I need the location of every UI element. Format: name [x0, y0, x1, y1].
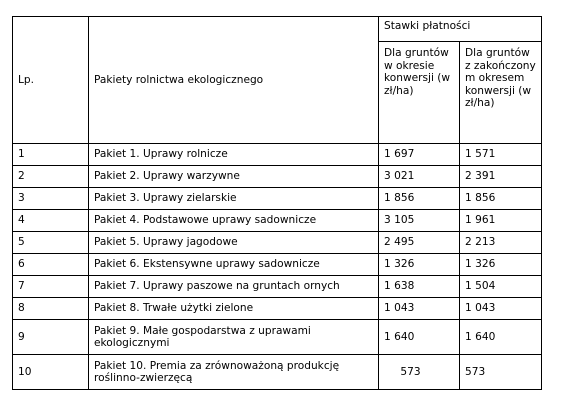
row-package-name: Pakiet 5. Uprawy jagodowe: [89, 232, 379, 254]
header-after-conversion: Dla gruntów z zakończony m okresem konwersji (w zł/ha): [460, 42, 542, 144]
row-conversion-rate: 3 021: [379, 166, 460, 188]
table-row: [13, 188, 542, 210]
row-conversion-rate: 3 105: [379, 210, 460, 232]
row-package-name: Pakiet 9. Małe gospodarstwa z uprawami ekologicznymi: [89, 320, 379, 355]
row-after-rate: 1 856: [460, 188, 542, 210]
row-after-rate: 1 640: [460, 320, 542, 355]
row-after-rate: 1 043: [460, 298, 542, 320]
table-row: [13, 254, 542, 276]
row-lp: 1: [13, 144, 89, 166]
row-conversion-rate: 573: [379, 355, 460, 390]
row-lp: 10: [13, 355, 89, 390]
header-packages: Pakiety rolnictwa ekologicznego: [89, 17, 379, 144]
row-lp: 7: [13, 276, 89, 298]
table-row: [13, 298, 542, 320]
row-conversion-rate: 1 326: [379, 254, 460, 276]
row-lp: 8: [13, 298, 89, 320]
table-row: [13, 232, 542, 254]
row-lp: 4: [13, 210, 89, 232]
row-conversion-rate: 1 043: [379, 298, 460, 320]
row-package-name: Pakiet 6. Ekstensywne uprawy sadownicze: [89, 254, 379, 276]
table-row: [13, 166, 542, 188]
row-after-rate: 1 326: [460, 254, 542, 276]
row-lp: 2: [13, 166, 89, 188]
table-row: [13, 276, 542, 298]
row-after-rate: 1 571: [460, 144, 542, 166]
row-package-name: Pakiet 1. Uprawy rolnicze: [89, 144, 379, 166]
row-after-rate: 2 213: [460, 232, 542, 254]
row-after-rate: 573: [460, 355, 542, 390]
row-package-name: Pakiet 10. Premia za zrównoważoną produkcję roślinno-zwierzęcą: [89, 355, 379, 390]
row-after-rate: 2 391: [460, 166, 542, 188]
document-page: [12, 16, 542, 390]
row-lp: 3: [13, 188, 89, 210]
row-conversion-rate: 2 495: [379, 232, 460, 254]
row-package-name: Pakiet 3. Uprawy zielarskie: [89, 188, 379, 210]
row-after-rate: 1 504: [460, 276, 542, 298]
row-package-name: Pakiet 2. Uprawy warzywne: [89, 166, 379, 188]
table-row: [13, 320, 542, 355]
table-row: [13, 144, 542, 166]
row-package-name: Pakiet 8. Trwałe użytki zielone: [89, 298, 379, 320]
row-conversion-rate: 1 697: [379, 144, 460, 166]
row-lp: 6: [13, 254, 89, 276]
header-conversion: Dla gruntów w okresie konwersji (w zł/ha): [379, 42, 460, 144]
row-lp: 5: [13, 232, 89, 254]
header-payment-rates: Stawki płatności: [379, 17, 542, 42]
row-conversion-rate: 1 638: [379, 276, 460, 298]
row-package-name: Pakiet 7. Uprawy paszowe na gruntach ornych: [89, 276, 379, 298]
row-package-name: Pakiet 4. Podstawowe uprawy sadownicze: [89, 210, 379, 232]
row-conversion-rate: 1 856: [379, 188, 460, 210]
row-after-rate: 1 961: [460, 210, 542, 232]
payment-rates-table: [12, 16, 542, 390]
header-lp: Lp.: [13, 17, 89, 144]
table-row: [13, 355, 542, 390]
table-row: [13, 210, 542, 232]
row-conversion-rate: 1 640: [379, 320, 460, 355]
row-lp: 9: [13, 320, 89, 355]
